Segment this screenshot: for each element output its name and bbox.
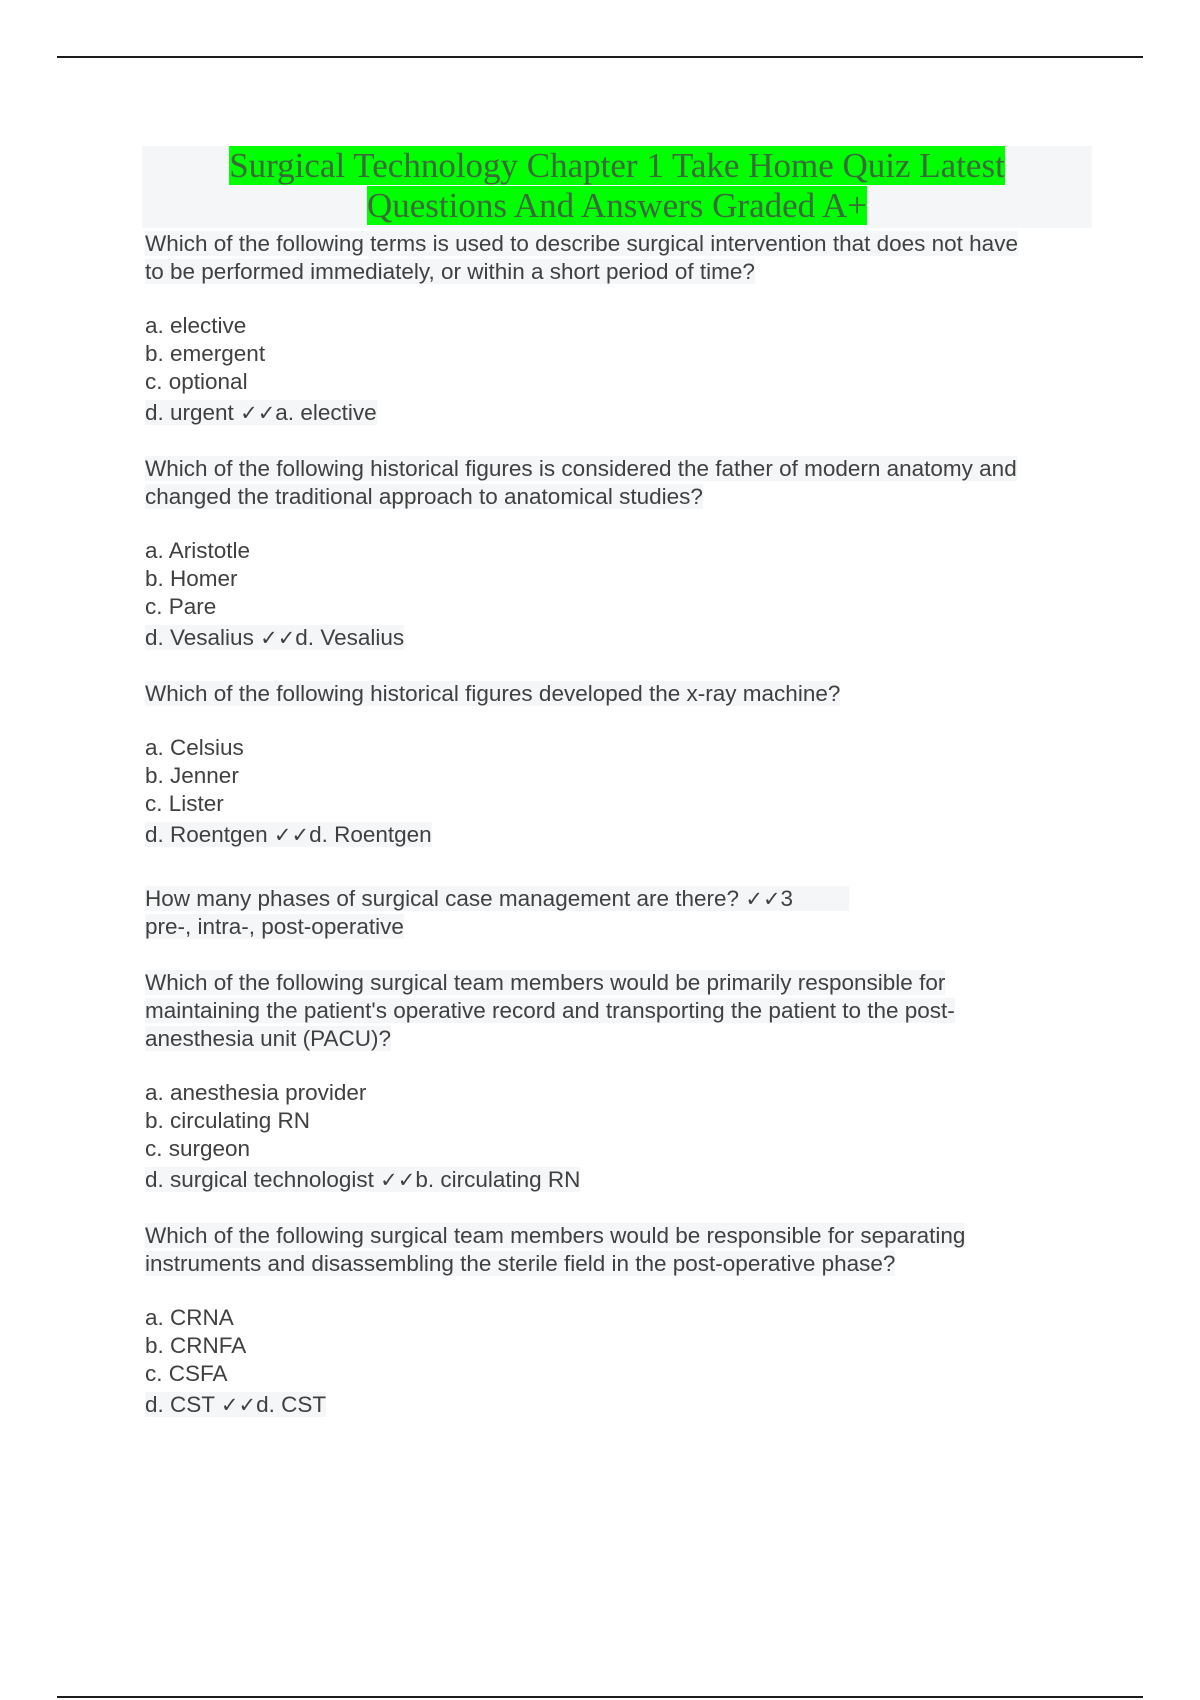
option-a: a. Aristotle <box>145 538 251 563</box>
option-a: a. CRNA <box>145 1305 234 1330</box>
option-a: a. elective <box>145 313 247 338</box>
option-d-with-answer: d. Roentgen ✓✓d. Roentgen <box>145 822 432 847</box>
option-d-with-answer: d. urgent ✓✓a. elective <box>145 400 377 425</box>
correct-answer: 3 <box>780 886 794 911</box>
answer-options <box>145 1079 1090 1194</box>
option-c: c. Lister <box>145 791 224 816</box>
question-block-5 <box>145 969 1090 1194</box>
question-block-1 <box>145 230 1090 427</box>
question-text: How many phases of surgical case management are there? ✓✓3 pre-, intra-, post-operative <box>145 885 1090 941</box>
check-icon: ✓✓ <box>240 401 276 425</box>
question-block-3 <box>145 680 1090 849</box>
answer-detail: pre-, intra-, post-operative <box>145 914 404 939</box>
option-a: a. Celsius <box>145 735 244 760</box>
option-b: b. circulating RN <box>145 1108 311 1133</box>
option-d-with-answer: d. Vesalius ✓✓d. Vesalius <box>145 625 405 650</box>
check-icon: ✓✓ <box>273 823 310 847</box>
answer-options <box>145 537 1090 652</box>
option-b: b. Homer <box>145 566 238 591</box>
answer-options <box>145 734 1090 849</box>
option-d-with-answer: d. surgical technologist ✓✓b. circulating RN <box>145 1167 581 1192</box>
option-d-with-answer: d. CST ✓✓d. CST <box>145 1392 327 1417</box>
question-text: Which of the following surgical team members would be primarily responsible for maintaining the patient's operative record and transporting the patient to the post- anesthesia unit (PACU)? <box>145 970 955 1051</box>
question-block-2 <box>145 455 1090 652</box>
option-c: c. optional <box>145 369 248 394</box>
question-text: Which of the following historical figures developed the x-ray machine? <box>145 681 841 706</box>
check-icon: ✓✓ <box>380 1168 416 1192</box>
correct-answer: b. circulating RN <box>415 1167 581 1192</box>
question-block-4 <box>145 885 1090 941</box>
answer-options <box>145 1304 1090 1419</box>
top-rule <box>57 56 1143 58</box>
option-b: b. emergent <box>145 341 266 366</box>
option-b: b. Jenner <box>145 763 239 788</box>
option-c: c. CSFA <box>145 1361 228 1386</box>
option-c: c. surgeon <box>145 1136 251 1161</box>
answer-options <box>145 312 1090 427</box>
title-line-2: Questions And Answers Graded A+ <box>367 186 867 225</box>
question-text: Which of the following historical figures is considered the father of modern anatomy and changed the traditional approach to anatomical studies? <box>145 456 1017 509</box>
title-line-1: Surgical Technology Chapter 1 Take Home Quiz Latest <box>229 146 1005 185</box>
option-c: c. Pare <box>145 594 217 619</box>
correct-answer: d. Vesalius <box>295 625 405 650</box>
question-block-6 <box>145 1222 1090 1419</box>
option-b: b. CRNFA <box>145 1333 247 1358</box>
bottom-rule <box>57 1696 1143 1698</box>
correct-answer: a. elective <box>275 400 377 425</box>
document-title <box>142 146 1092 228</box>
quiz-document <box>145 146 1090 1447</box>
correct-answer: d. Roentgen <box>309 822 432 847</box>
question-text: Which of the following surgical team members would be responsible for separating instruments and disassembling the sterile field in the post-operative phase? <box>145 1223 966 1276</box>
check-icon: ✓✓ <box>220 1393 257 1417</box>
check-icon: ✓✓ <box>260 626 296 650</box>
check-icon: ✓✓ <box>745 887 781 911</box>
option-a: a. anesthesia provider <box>145 1080 367 1105</box>
question-text: Which of the following terms is used to describe surgical intervention that does not have to be performed immediately, or within a short period of time? <box>145 231 1018 284</box>
correct-answer: d. CST <box>256 1392 327 1417</box>
